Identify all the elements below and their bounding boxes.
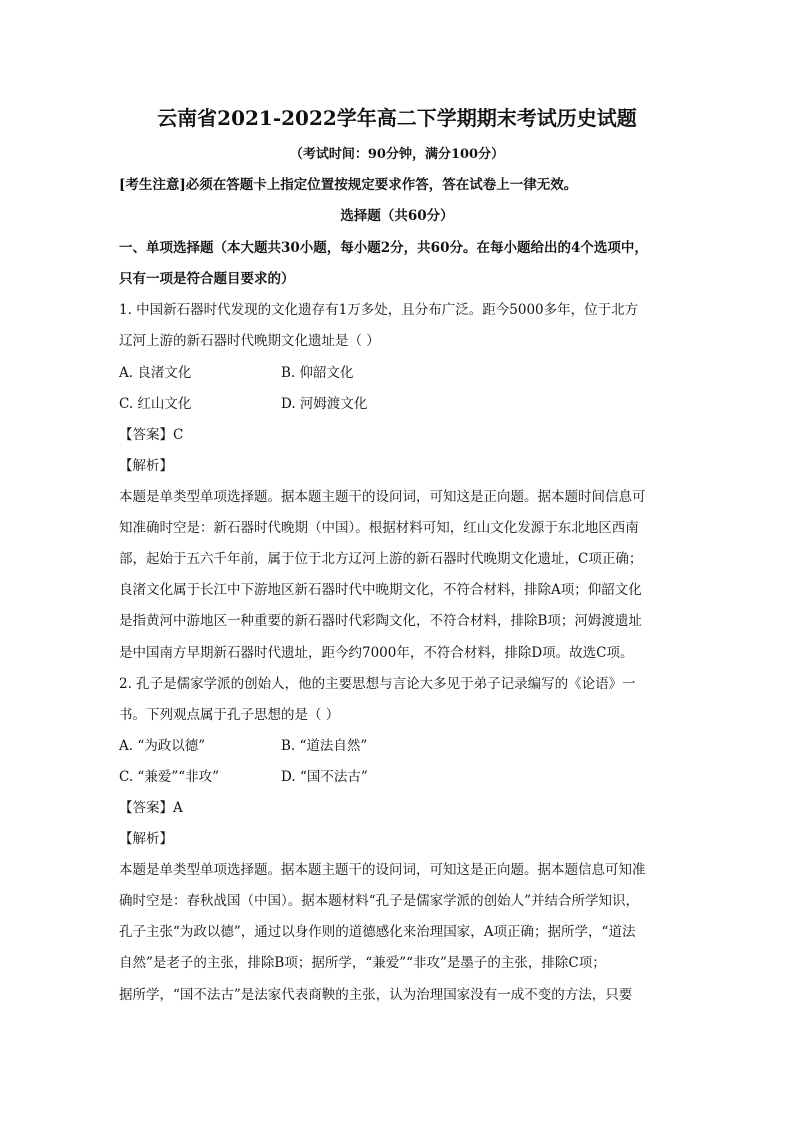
q1-analysis-line: 是中国南方早期新石器时代遗址，距今约7000年，不符合材料，排除D项。故选C项。 bbox=[119, 645, 634, 661]
q1-analysis-line: 良渚文化属于长江中下游地区新石器时代中晚期文化，不符合材料，排除A项；仰韶文化 bbox=[119, 582, 642, 598]
q2-option-a: A. “为政以德” bbox=[119, 738, 206, 754]
part1-heading-line: 只有一项是符合题目要求的） bbox=[119, 271, 295, 287]
part1-heading-line: 一、单项选择题（本大题共30小题，每小题2分，共60分。在每小题给出的4个选项中， bbox=[119, 240, 648, 256]
q2-option-b: B. “道法自然” bbox=[281, 738, 368, 754]
q1-analysis-line: 部，起始于五六千年前，属于位于北方辽河上游的新石器时代晚期文化遗址，C项正确； bbox=[119, 551, 643, 567]
q2-analysis-line: 确时空是：春秋战国（中国）。据本题材料“孔子是儒家学派的创始人”并结合所学知识， bbox=[119, 893, 640, 909]
q2-option-c: C. “兼爱”“非攻” bbox=[119, 769, 220, 785]
q1-stem-line: 辽河上游的新石器时代晚期文化遗址是（ ） bbox=[119, 333, 380, 349]
exam-notice: [考生注意]必须在答题卡上指定位置按规定要求作答，答在试卷上一律无效。 bbox=[119, 177, 578, 193]
q1-option-c: C. 红山文化 bbox=[119, 396, 192, 412]
q1-stem-line: 1. 中国新石器时代发现的文化遗存有1万多处，且分布广泛。距今5000多年，位于北方 bbox=[119, 302, 639, 318]
q2-analysis-label: 【解析】 bbox=[119, 831, 173, 847]
q2-analysis-line: 据所学，“国不法古”是法家代表商鞅的主张，认为治理国家没有一成不变的方法，只要 bbox=[119, 987, 633, 1003]
q1-option-b: B. 仰韶文化 bbox=[281, 365, 354, 381]
q1-option-d: D. 河姆渡文化 bbox=[281, 396, 368, 412]
q1-analysis-label: 【解析】 bbox=[119, 458, 173, 474]
q2-option-d: D. “国不法古” bbox=[281, 769, 368, 785]
exam-subtitle: （考试时间：90分钟，满分100分） bbox=[289, 147, 505, 162]
q1-analysis-line: 知准确时空是：新石器时代晚期（中国）。根据材料可知，红山文化发源于东北地区西南 bbox=[119, 520, 639, 536]
q1-analysis-line: 是指黄河中游地区一种重要的新石器时代彩陶文化，不符合材料，排除B项；河姆渡遗址 bbox=[119, 613, 642, 629]
q1-answer: 【答案】C bbox=[119, 427, 184, 443]
q1-analysis-line: 本题是单类型单项选择题。据本题主题干的设问词，可知这是正向题。据本题时间信息可 bbox=[119, 489, 646, 505]
q2-analysis-line: 本题是单类型单项选择题。据本题主题干的设问词，可知这是正向题。据本题信息可知准 bbox=[119, 862, 646, 878]
section-title: 选择题（共60分） bbox=[340, 208, 454, 224]
q2-analysis-line: 孔子主张“为政以德”，通过以身作则的道德感化来治理国家，A项正确；据所学，“道法 bbox=[119, 924, 636, 940]
q1-option-a: A. 良渚文化 bbox=[119, 365, 192, 381]
q2-stem-line: 书。下列观点属于孔子思想的是（ ） bbox=[119, 707, 340, 723]
q2-analysis-line: 自然”是老子的主张，排除B项；据所学，“兼爱”“非攻”是墨子的主张，排除C项； bbox=[119, 955, 606, 971]
exam-title: 云南省2021-2022学年高二下学期期末考试历史试题 bbox=[157, 106, 637, 130]
q2-stem-line: 2. 孔子是儒家学派的创始人，他的主要思想与言论大多见于弟子记录编写的《论语》一 bbox=[119, 676, 636, 692]
q2-answer: 【答案】A bbox=[119, 800, 183, 816]
